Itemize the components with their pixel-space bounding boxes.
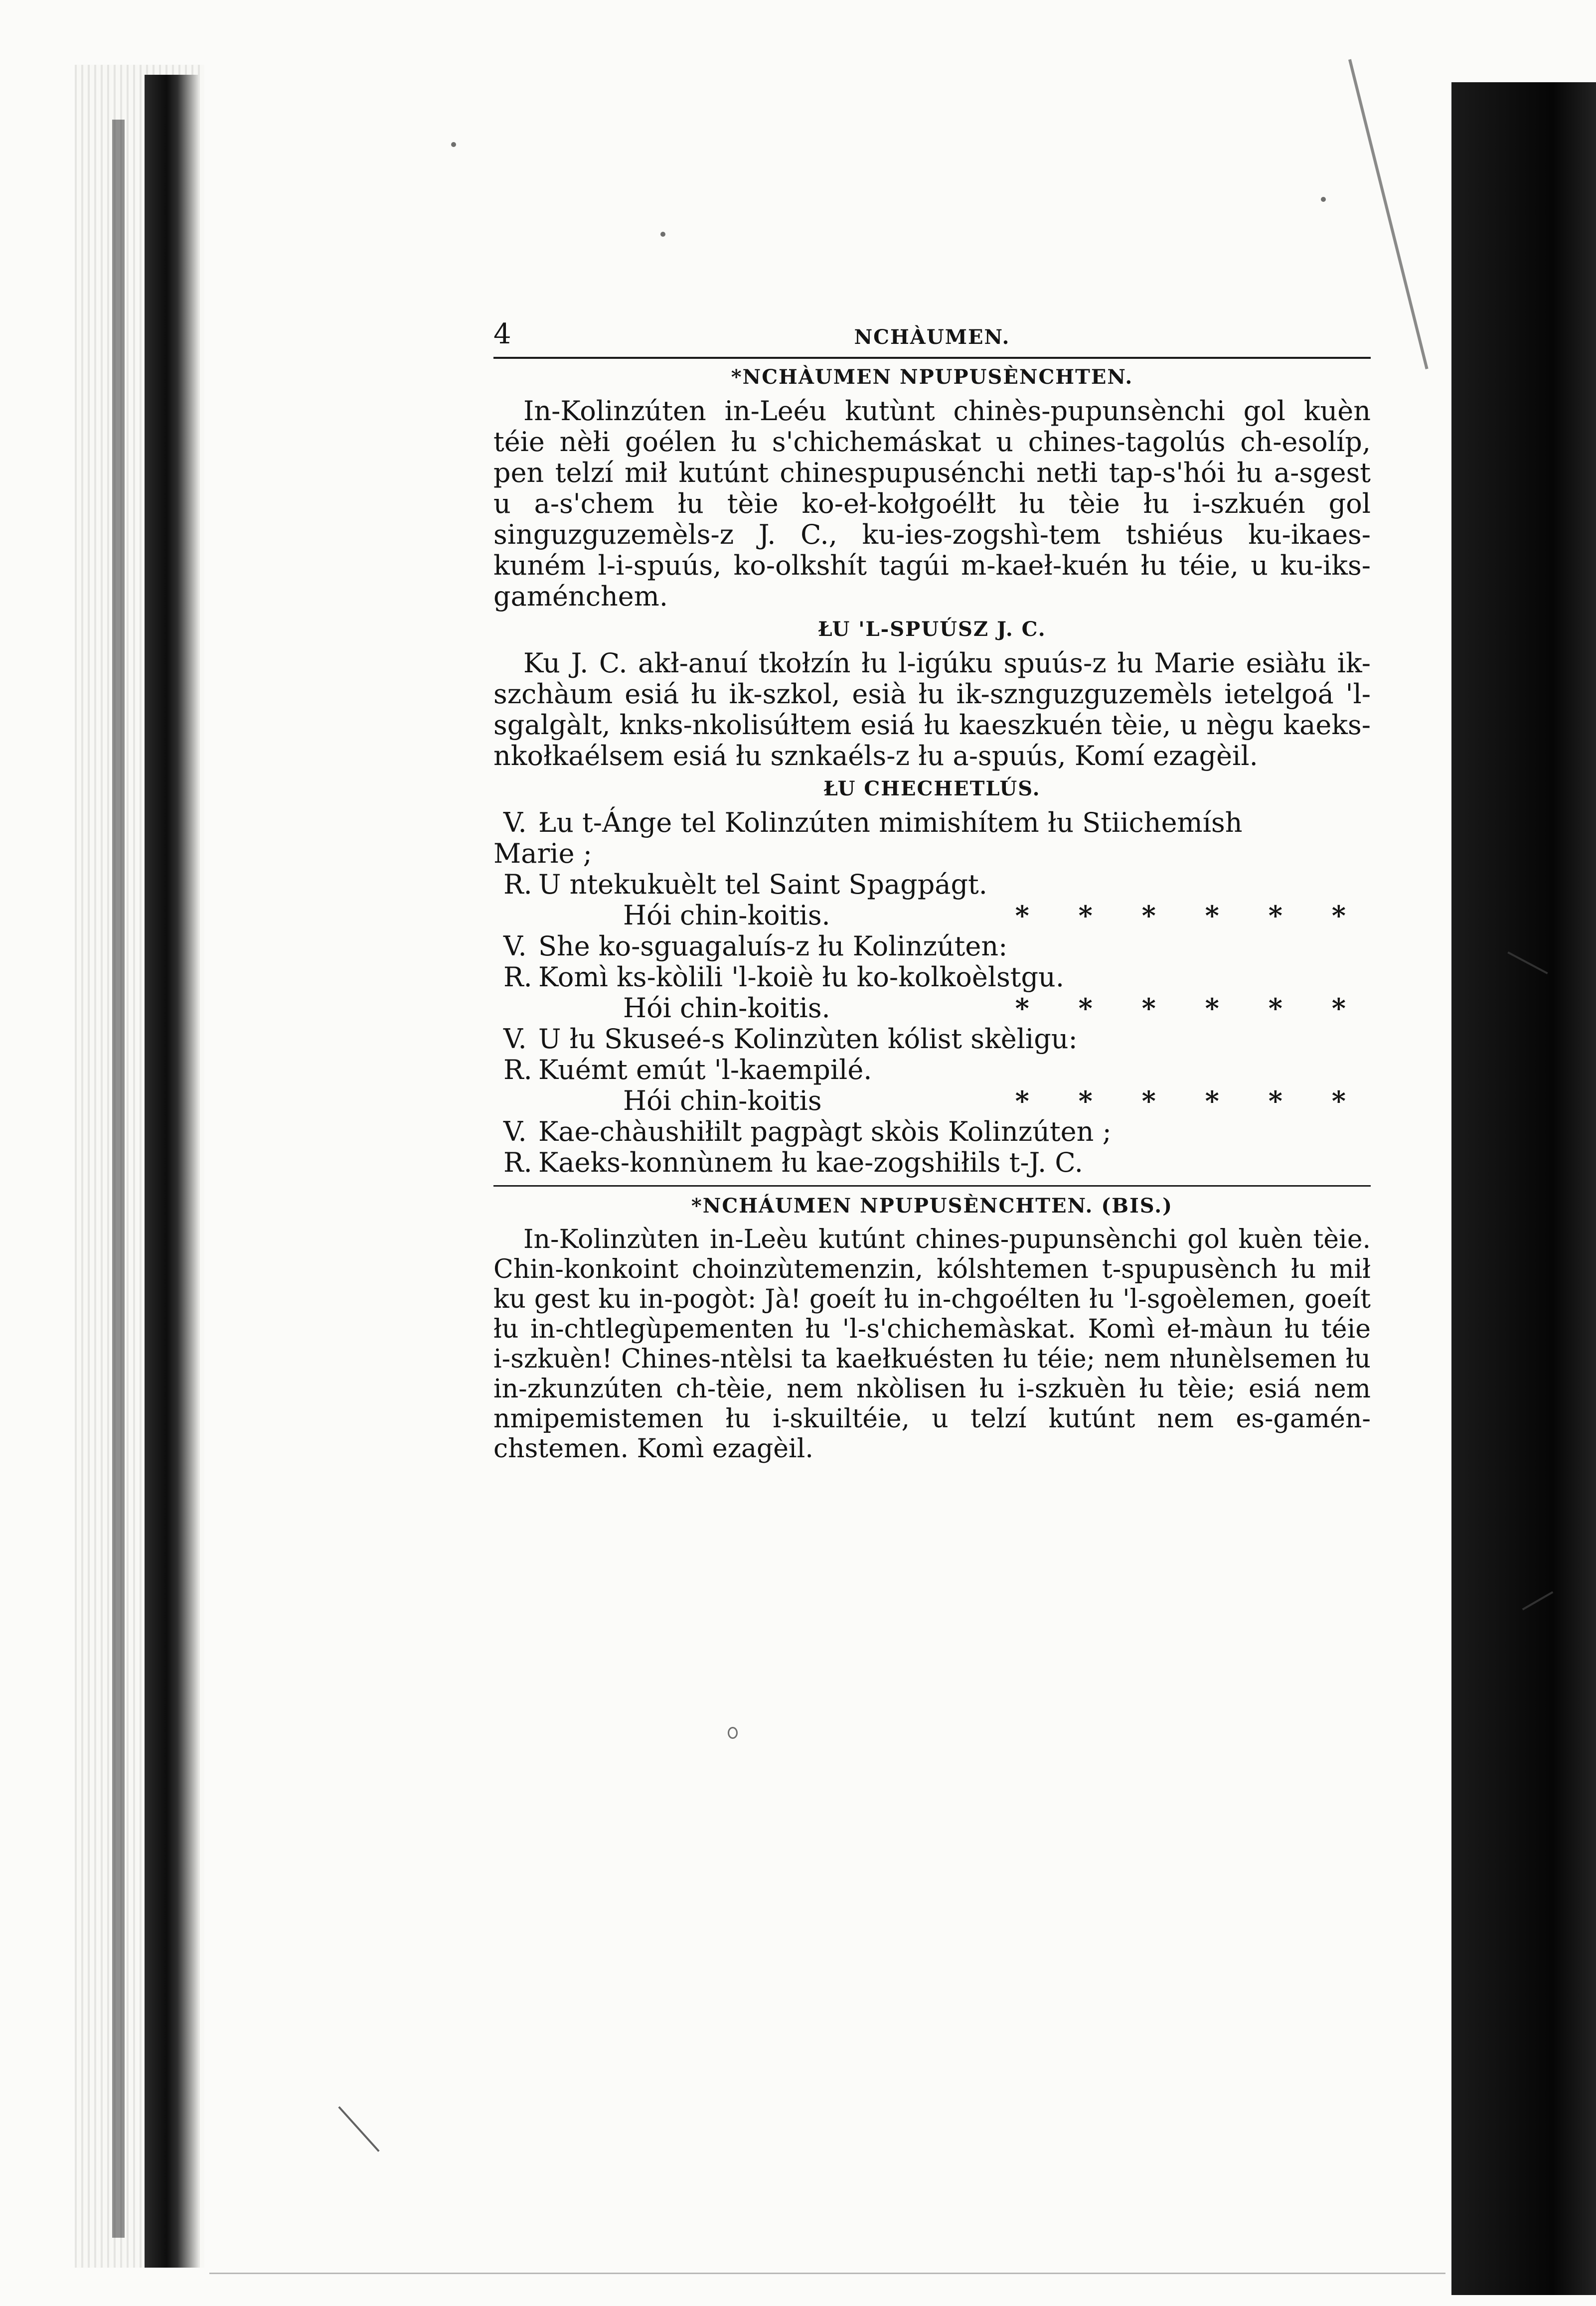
scan-speck xyxy=(451,142,456,147)
printed-page xyxy=(493,319,1371,1464)
versicle-row-continued xyxy=(493,838,1371,869)
scan-speck xyxy=(1321,197,1326,202)
response-text: Kaeks-konnùnem łu kae-zogshiłils t-J. C. xyxy=(538,1147,1083,1178)
page-number: 4 xyxy=(493,318,511,350)
running-title: NCHÀUMEN. xyxy=(854,325,1010,349)
refrain-row xyxy=(493,900,1371,931)
refrain-row xyxy=(493,1085,1371,1116)
versicle-row xyxy=(493,1116,1371,1147)
versicle-row xyxy=(493,1024,1371,1055)
versicle-row xyxy=(493,807,1371,838)
versicle-mark: V. xyxy=(503,807,527,838)
versicle-text: Kae-chàushiłilt pagpàgt skòis Kolinzúten ; xyxy=(538,1116,1112,1147)
response-mark: R. xyxy=(503,1147,532,1178)
response-row xyxy=(493,869,1371,900)
versicle-text: She ko-sguagaluís-z łu Kolinzúten: xyxy=(538,930,1008,962)
paragraph-first: In-Kolinzúten in-Leéu kutùnt chinès-pupunsènchi gol kuèn téie nèłi goélen łu s'chichemáskat u chines-tagolús ch-esolíp, pen telzí mił kutúnt chinespupusénchi netłi tap-s'hói łu a-sgest u a-s'chem łu tèie ko-eł-kołgoélłt łu tèie łu i-szkuén gol singuzguzemèls-z J. C., ku-ies-zogshì-tem tshiéus ku-ikaes-kuném l-i-spuús, ko-olkshít tagúi m-kaeł-kuén łu téie, u ku-iks-gaménchem. xyxy=(493,395,1371,612)
refrain-stars: * * * * * * xyxy=(1015,992,1366,1024)
versicle-list xyxy=(493,807,1371,1178)
response-row xyxy=(493,1147,1371,1178)
section-title-second: ŁU 'L-SPUÚSZ J. C. xyxy=(818,617,1046,641)
versicle-mark: V. xyxy=(503,1116,527,1147)
versicle-row xyxy=(493,931,1371,962)
scan-speck xyxy=(660,232,665,237)
refrain-text: Hói chin-koitis xyxy=(623,1085,822,1116)
versicle-mark: V. xyxy=(503,930,527,962)
scan-scratch xyxy=(338,2106,379,2152)
response-text: Komì ks-kòlili 'l-koiè łu ko-kolkoèlstgu. xyxy=(538,961,1065,993)
versicle-mark: V. xyxy=(503,1023,527,1055)
response-mark: R. xyxy=(503,1054,532,1085)
versicle-text: U łu Skuseé-s Kolinzùten kólist skèligu: xyxy=(538,1023,1078,1055)
scan-speck xyxy=(728,1727,738,1739)
section-title-third: ŁU CHECHETLÚS. xyxy=(823,777,1041,800)
refrain-text: Hói chin-koitis. xyxy=(623,900,830,931)
refrain-text: Hói chin-koitis. xyxy=(623,992,830,1024)
section-rule xyxy=(493,1185,1371,1187)
versicle-text: Marie ; xyxy=(493,838,592,869)
header-rule xyxy=(493,357,1371,359)
response-row xyxy=(493,1055,1371,1085)
response-row xyxy=(493,962,1371,993)
refrain-stars: * * * * * * xyxy=(1015,1085,1366,1117)
refrain-stars: * * * * * * xyxy=(1015,900,1366,931)
scan-left-binding-shadow xyxy=(145,75,199,2268)
response-mark: R. xyxy=(503,961,532,993)
section-title-fourth: *NCHÁUMEN NPUPUSÈNCHTEN. (BIS.) xyxy=(691,1194,1173,1218)
refrain-row xyxy=(493,993,1371,1024)
scan-left-thin-shadow xyxy=(112,120,125,2238)
response-text: U ntekukuèlt tel Saint Spagpágt. xyxy=(538,869,987,900)
scan-right-edge-shadow xyxy=(1451,82,1596,2295)
paragraph-second: Ku J. C. akł-anuí tkołzín łu l-igúku spuús-z łu Marie esiàłu ik-szchàum esiá łu ik-szkol, esià łu ik-sznguzguzemèls ietelgoá 'l-sgalgàlt, knks-nkolisúłtem esiá łu kaeszkuén tèie, u nègu kaeks-nkołkaélsem esiá łu sznkaéls-z łu a-spuús, Komí ezagèil. xyxy=(493,647,1371,771)
response-text: Kuémt emút 'l-kaempilé. xyxy=(538,1054,872,1085)
versicle-text: Łu t-Ánge tel Kolinzúten mimishítem łu Stiichemísh xyxy=(538,807,1243,838)
section-title-first: *NCHÀUMEN NPUPUSÈNCHTEN. xyxy=(731,365,1133,389)
response-mark: R. xyxy=(503,869,532,900)
running-head xyxy=(493,319,1371,352)
paragraph-fourth: In-Kolinzùten in-Leèu kutúnt chines-pupunsènchi gol kuèn tèie. Chin-konkoint choinzùtemenzin, kólshtemen t-spupusènch łu mił ku gest ku in-pogòt: Jà! goeít łu in-chgoélten łu 'l-sgoèlemen, goeít łu in-chtlegùpementen łu 'l-s'chichemàskat. Komì eł-màun łu téie i-szkuèn! Chines-ntèlsi ta kaełkuésten łu téie; nem nłunèlsemen łu in-zkunzúten ch-tèie, nem nkòlisen łu i-szkuèn łu tèie; esiá nem nmipemistemen łu i-skuiltéie, u telzí kutúnt nem es-gamén-chstemen. Komì ezagèil. xyxy=(493,1225,1371,1464)
scan-scratch xyxy=(209,2273,1445,2274)
